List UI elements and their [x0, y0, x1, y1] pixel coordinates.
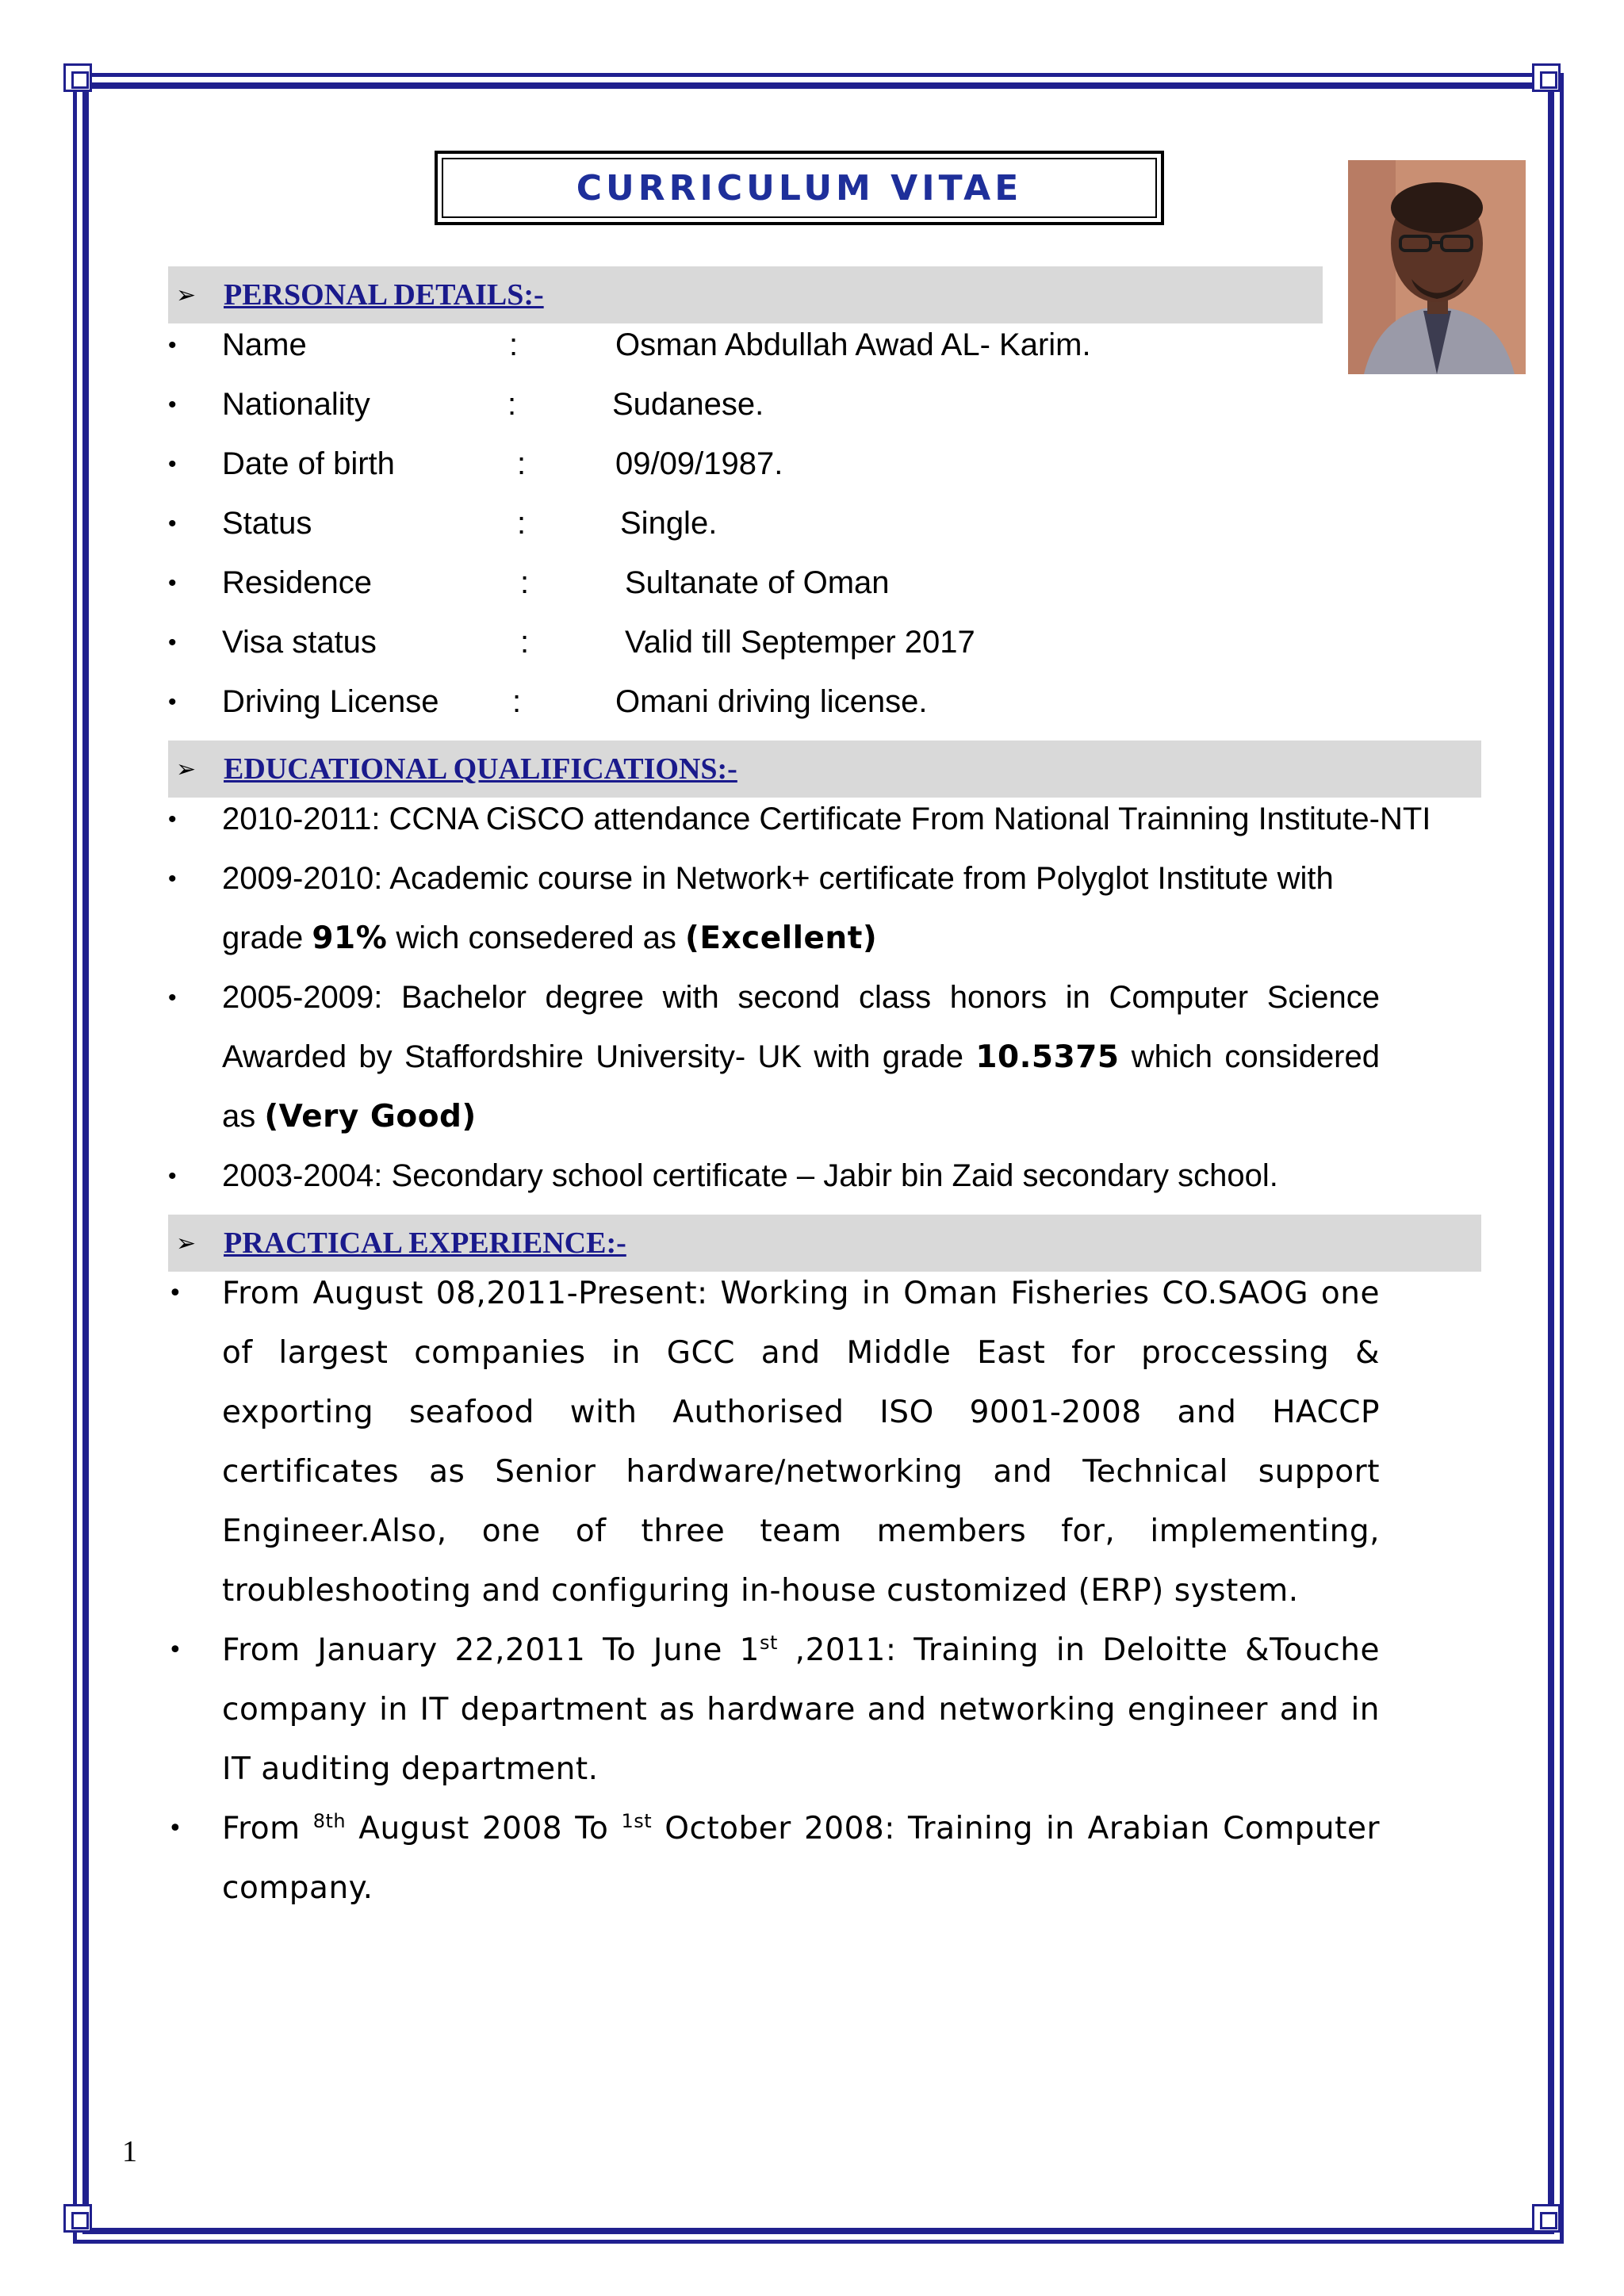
experience-text: From January 22,2011 To June 1 — [222, 1632, 760, 1668]
field-colon: : — [517, 506, 527, 541]
field-value: Omani driving license. — [615, 684, 928, 719]
field-colon: : — [520, 625, 530, 660]
experience-item — [168, 1799, 1380, 1918]
education-item — [168, 790, 1459, 849]
field-label: Driving License — [222, 684, 439, 719]
grade-rating: (Very Good) — [264, 1099, 477, 1135]
corner-ornament — [1532, 2204, 1561, 2233]
grade-rating: (Excellent) — [685, 920, 878, 956]
title-box — [435, 151, 1164, 225]
grade-value: 10.5375 — [975, 1039, 1120, 1075]
bullet-icon: • — [168, 332, 177, 358]
bullet-icon: • — [168, 806, 177, 832]
corner-ornament — [1532, 63, 1561, 92]
bullet-icon: • — [168, 866, 177, 892]
section-title: PRACTICAL EXPERIENCE:- — [224, 1226, 626, 1260]
section-title: EDUCATIONAL QUALIFICATIONS:- — [224, 752, 737, 786]
education-text: 2010-2011: CCNA CiSCO attendance Certificate From National Trainning Institute-NTI — [222, 802, 1431, 836]
bullet-icon: • — [168, 570, 177, 596]
field-label: Visa status — [222, 625, 377, 660]
field-label: Status — [222, 506, 312, 541]
bullet-icon: • — [168, 1280, 183, 1307]
education-text: 2003-2004: Secondary school certificate – Jabir bin Zaid secondary school. — [222, 1158, 1278, 1193]
education-text: which considered as — [222, 1039, 1380, 1134]
field-value: Osman Abdullah Awad AL- Karim. — [615, 327, 1091, 362]
field-label: Date of birth — [222, 446, 395, 481]
field-value: Sudanese. — [612, 387, 764, 422]
field-label: Residence — [222, 565, 373, 600]
experience-text: ,2011: Training in Deloitte &Touche company in IT department as hardware and networking engineer and in IT auditing department. — [222, 1632, 1380, 1787]
bullet-icon: • — [168, 689, 177, 715]
bullet-icon: • — [168, 511, 177, 537]
field-colon: : — [509, 327, 519, 362]
experience-text: From — [222, 1811, 313, 1846]
section-title: PERSONAL DETAILS:- — [224, 278, 544, 312]
field-colon: : — [517, 446, 527, 481]
experience-item — [168, 1621, 1380, 1799]
page-number: 1 — [122, 2135, 137, 2168]
field-label: Nationality — [222, 387, 370, 422]
arrow-icon: ➢ — [176, 755, 197, 783]
superscript: st — [759, 1632, 778, 1654]
experience-text: August 2008 To — [346, 1811, 622, 1846]
field-value: Sultanate of Oman — [625, 565, 890, 600]
corner-ornament — [63, 2204, 92, 2233]
bullet-icon: • — [168, 451, 177, 477]
profile-photo — [1348, 160, 1526, 374]
grade-value: 91% — [312, 920, 388, 956]
superscript: 8th — [312, 1810, 347, 1832]
experience-text: From August 08,2011-Present: Working in Oman Fisheries CO.SAOG one of largest companies in GCC and Middle East for proccessing & exporting seafood with Authorised ISO 9001-2008 and HACCP certificates as Senior hardware/networking and Technical support Engineer.Also, one of three team members for, implementing, troubleshooting and configuring in-house customized (ERP) system. — [222, 1276, 1380, 1609]
page-title: CURRICULUM VITAE — [442, 158, 1157, 218]
superscript: 1st — [621, 1810, 653, 1832]
bullet-icon: • — [168, 1163, 177, 1189]
bullet-icon: • — [168, 1815, 183, 1843]
experience-item — [168, 1264, 1380, 1621]
field-colon: : — [520, 565, 530, 600]
education-item — [168, 968, 1380, 1146]
education-text: wich consedered as — [387, 920, 686, 955]
education-item — [168, 1146, 1459, 1206]
field-colon: : — [508, 387, 517, 422]
bullet-icon: • — [168, 392, 177, 418]
education-text: 2005-2009: Bachelor degree with second class honors in Computer Science Awarded by Staffordshire University- UK with grade — [222, 980, 1380, 1074]
field-label: Name — [222, 327, 307, 362]
arrow-icon: ➢ — [176, 1229, 197, 1257]
field-value: Single. — [620, 506, 718, 541]
education-item — [168, 849, 1396, 968]
field-colon: : — [512, 684, 522, 719]
education-text: 2009-2010: Academic course in Network+ certificate from Polyglot Institute with grade — [222, 861, 1334, 955]
field-value: 09/09/1987. — [615, 446, 783, 481]
profile-photo-image — [1348, 160, 1526, 374]
bullet-icon: • — [168, 1636, 183, 1664]
bullet-icon: • — [168, 629, 177, 656]
field-value: Valid till Septemper 2017 — [625, 625, 975, 660]
arrow-icon: ➢ — [176, 281, 197, 309]
bullet-icon: • — [168, 985, 177, 1011]
corner-ornament — [63, 63, 92, 92]
experience-text: October 2008: Training in Arabian Computer company. — [222, 1811, 1380, 1906]
